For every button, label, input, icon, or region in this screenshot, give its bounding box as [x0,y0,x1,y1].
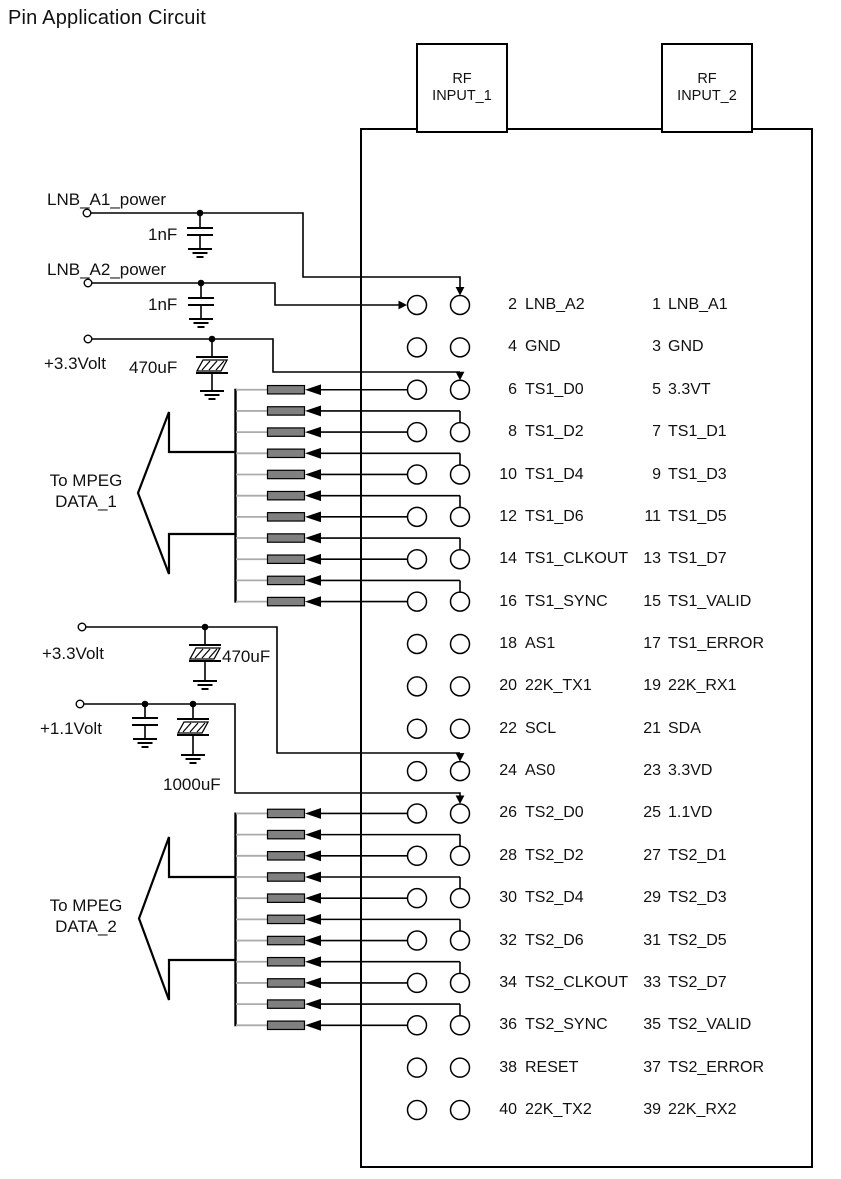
pin-label-left: RESET [525,1059,579,1076]
resistor [268,830,305,838]
pin-row [0,379,841,401]
pin-number-left: 10 [499,466,517,483]
pin-number-left: 26 [499,804,517,821]
resistor [268,958,305,966]
pin-label-left: TS2_SYNC [525,1016,608,1033]
arrowhead-left [305,533,321,544]
pin-number-left: 36 [499,1016,517,1033]
pin-number-left: 4 [508,338,517,355]
arrowhead-left [305,829,321,840]
pin-label-left: GND [525,338,561,355]
pin-label-left: TS2_CLKOUT [525,974,629,991]
pin-label-left: LNB_A2 [525,296,585,313]
pin-label-right: SDA [668,720,701,737]
pin-label-left: SCL [525,720,557,737]
pin-label-left: 22K_TX2 [525,1101,592,1118]
pin-number-left: 12 [499,508,517,525]
pin-row [0,760,841,782]
arrowhead-left [305,575,321,586]
pin-label-right: TS1_D3 [668,466,727,483]
pin-row [0,1057,841,1079]
pin-row [0,718,841,740]
resistor [268,915,305,923]
pin-label-right: LNB_A1 [668,296,728,313]
arrowhead-left [305,914,321,925]
pin-row [0,802,841,824]
mpeg-data-1-line1: To MPEG [49,471,123,490]
pin-label-right: 1.1VD [668,804,713,821]
pin-number-right: 11 [644,508,661,525]
resistor [268,534,305,542]
pin-label-right: GND [668,338,704,355]
pin-label-left: TS1_CLKOUT [525,550,629,567]
pin-row [0,506,841,528]
pin-label-left: TS1_SYNC [525,593,608,610]
capacitor-hatch [202,361,210,370]
pin-label-left: TS1_D4 [525,466,584,483]
page-title: Pin Application Circuit [8,7,207,29]
pin-number-right: 5 [652,381,661,398]
pin-number-right: 13 [643,550,661,567]
pin-number-left: 6 [508,381,517,398]
pin-row [0,1014,841,1036]
resistor [268,1000,305,1008]
rf-input-2-box [661,43,753,133]
pin-label-left: 22K_TX1 [525,677,592,694]
arrowhead-left [305,999,321,1010]
pin-label-right: TS1_D5 [668,508,727,525]
pin-row [0,845,841,867]
pin-label-right: TS2_ERROR [668,1059,765,1076]
pin-label-right: 22K_RX2 [668,1101,737,1118]
pin-number-left: 24 [499,762,517,779]
terminal-circle [83,209,91,217]
pin-number-left: 40 [499,1101,517,1118]
pin-number-left: 20 [499,677,517,694]
resistor [268,873,305,881]
pin-number-right: 31 [643,932,661,949]
pin-label-left: AS1 [525,635,556,652]
pin-number-right: 1 [652,296,661,313]
junction-dot [142,701,149,708]
arrowhead-left [305,448,321,459]
junction-dot [190,701,197,708]
pin-label-right: TS2_D7 [668,974,727,991]
pin-row [0,1099,841,1121]
pin-number-left: 30 [499,889,517,906]
pin-label-right: 3.3VD [668,762,713,779]
pin-label-left: TS2_D4 [525,889,584,906]
pin-number-right: 37 [643,1059,661,1076]
arrowhead-left [305,490,321,501]
pin-number-left: 34 [499,974,517,991]
electrolytic-capacitor-body [197,360,227,371]
rf-input-1-line1: RF [452,71,472,87]
junction-dot [198,280,205,287]
pin-label-left: TS1_D6 [525,508,584,525]
pin-number-right: 39 [643,1101,661,1118]
pin-row [0,887,841,909]
pin-number-right: 35 [643,1016,661,1033]
pin-label-right: 22K_RX1 [668,677,737,694]
v33-mid-capacitor-value: 470uF [222,647,271,666]
capacitor-hatch [209,361,217,370]
pin-number-left: 32 [499,932,517,949]
pin-label-left: TS2_D6 [525,932,584,949]
pin-number-right: 9 [652,466,661,483]
pin-label-right: 3.3VT [668,381,711,398]
pin-number-right: 27 [643,847,661,864]
pin-label-left: TS2_D0 [525,804,584,821]
pin-number-left: 18 [499,635,517,652]
pin-row [0,464,841,486]
terminal-circle [78,623,86,631]
pin-label-left: TS1_D0 [525,381,584,398]
pin-label-left: TS1_D2 [525,423,584,440]
v33-mid-label: +3.3Volt [42,644,104,663]
lnb-a1-capacitor-value: 1nF [148,225,178,244]
pin-row [0,421,841,443]
arrowhead-left [305,956,321,967]
pin-number-left: 28 [499,847,517,864]
pin-label-right: TS1_ERROR [668,635,765,652]
v33-top-capacitor-value: 470uF [129,358,178,377]
pin-number-right: 33 [643,974,661,991]
mpeg-data-2-line1: To MPEG [49,896,123,915]
lnb-a2-power-label: LNB_A2_power [47,260,167,279]
pin-label-right: TS2_D5 [668,932,727,949]
pin-number-right: 3 [652,338,661,355]
pin-row [0,548,841,570]
v33-top-label: +3.3Volt [44,354,106,373]
pin-number-right: 25 [643,804,661,821]
resistor [268,576,305,584]
arrowhead-left [305,872,321,883]
pin-number-left: 22 [499,720,517,737]
arrowhead-left [305,406,321,417]
pin-label-right: TS2_D1 [668,847,727,864]
junction-dot [197,210,204,217]
pin-row [0,675,841,697]
v11-label: +1.1Volt [40,719,102,738]
rf-input-2-line1: RF [697,71,717,87]
pin-label-right: TS2_D3 [668,889,727,906]
pin-label-right: TS1_D1 [668,423,727,440]
pin-number-left: 8 [508,423,517,440]
lnb-a1-power-label: LNB_A1_power [47,190,167,209]
pin-row [0,930,841,952]
lnb-a2-capacitor-value: 1nF [148,295,178,314]
resistor [268,449,305,457]
resistor [268,491,305,499]
pin-number-right: 21 [643,720,661,737]
pin-number-right: 23 [643,762,661,779]
pin-label-right: TS2_VALID [668,1016,752,1033]
v11-capacitor-value: 1000uF [163,775,221,794]
resistor [268,407,305,415]
mpeg-data-2-line2: DATA_2 [55,917,117,936]
pin-label-right: TS1_D7 [668,550,727,567]
pin-number-right: 29 [643,889,661,906]
pin-label-left: TS2_D2 [525,847,584,864]
pin-number-left: 16 [499,593,517,610]
pin-number-right: 17 [643,635,661,652]
pin-number-left: 38 [499,1059,517,1076]
pin-row [0,633,841,655]
pin-number-right: 19 [643,677,661,694]
terminal-circle [76,700,84,708]
rf-input-2-line2: INPUT_2 [677,88,737,104]
pin-row [0,972,841,994]
pin-number-right: 15 [643,593,661,610]
pin-row [0,294,841,316]
pin-number-left: 14 [499,550,517,567]
terminal-circle [84,279,92,287]
junction-dot [202,624,209,631]
rf-input-1-line2: INPUT_1 [432,88,492,104]
pin-row [0,591,841,613]
rf-input-1-box [416,43,508,133]
mpeg-data-1-line2: DATA_1 [55,492,117,511]
pin-number-right: 7 [652,423,661,440]
pin-row [0,336,841,358]
pin-label-left: AS0 [525,762,556,779]
pin-label-right: TS1_VALID [668,593,752,610]
pin-number-left: 2 [508,296,517,313]
